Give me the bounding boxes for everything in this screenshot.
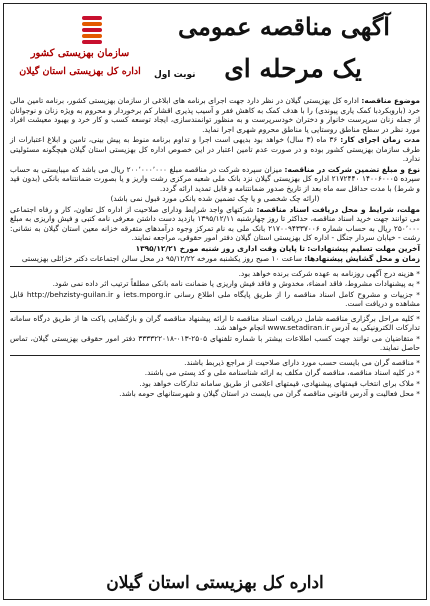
- duration-paragraph: [10, 135, 420, 164]
- duration-label: مدت زمان اجرای کار:: [340, 135, 421, 144]
- opening-label: زمان و محل گشایش پیشنهادها:: [304, 254, 420, 263]
- opening-paragraph: [10, 254, 420, 264]
- notice-title: آگهی مناقصه عمومی: [178, 12, 390, 41]
- guarantee-paragraph: [10, 165, 420, 194]
- bullet-item: * ملاک برای انتخاب قیمتهای پیشنهادی، قیمتهای اعلامی از طریق سامانه تدارکات خواهد بود.: [139, 378, 420, 388]
- logo-text-province: اداره کل بهزیستی استان گیلان: [19, 66, 141, 77]
- guarantee-text: میزان سپرده شرکت در مناقصه مبلغ ۲۰۰٬۰۰۰٬۰۰۰ ریال می باشد که میبایستی به حساب سپرده ۱۴۰۰۶۰۰۰۵ ۲۱۷۲۴۴۰ اداره کل بهزیستی گیلان نزد بانک ملی شعبه مرکزی رشت واریز و یا بصورت ضمانتنامه بانکی (بدون قید و شرط) با مدت حداقل سه ماه بعد از تاریخ صدور ضمانتنامه و قابل تمدید ارائه گردد.: [10, 164, 421, 193]
- logo-text-org: سازمان بهزیستی کشور: [30, 48, 130, 59]
- bullet-item: * مناقصه گران می بایست حسب مورد دارای صلاحیت از مراجع ذیربط باشند.: [184, 357, 420, 367]
- round-label: نوبت اول: [154, 70, 196, 80]
- notice-body: [4, 96, 426, 399]
- docs-text: شرکتهای واجد شرایط ودارای صلاحیت از اداره کل تعاون، کار و رفاه اجتماعی می توانند جهت خرید اسناد مناقصه، حداکثر تا روز چهارشنبه ۱۳۹۵/۱۲/۱۱ بازدید دست داشتن معرفی نامه کتبی و فیش واریزی به مبلغ ۲۵۰٬۰۰۰ ریال به حساب شماره ۲۱۷۰۰۹۴۳۳۷۰۰۶ بانک ملی به نام تمرکز وجوه درآمدهای متفرقه خزانه معین استان گیلان به نشانی: رشت - خیابان سردار جنگل - اداره کل بهزیستی استان گیلان دفتر امور حقوقی، مراجعه نمایند.: [10, 204, 421, 242]
- divider: [10, 355, 420, 356]
- bullet-item: * محل فعالیت و آدرس قانونی مناقصه گران می بایست در استان گیلان و شهرستانهای حومه باشد.: [119, 389, 420, 398]
- guarantee-note: (ارائه چک شخصی و یا چک تضمین شده بانکی مورد قبول نمی باشد): [110, 194, 320, 203]
- guarantee-label: نوع و مبلغ تضمین شرکت در مناقصه:: [284, 164, 421, 174]
- opening-text: ساعت ۱۰ صبح روز یکشنبه مورخه ۹۵/۱۲/۲۲ در محل سالن اجتماعات دکتر خزائلی بهزیستی: [21, 254, 302, 263]
- subject-paragraph: [10, 96, 420, 134]
- divider: [10, 266, 420, 267]
- deadline-paragraph: [10, 244, 420, 254]
- duration-text: ۳۶ ماه (۳ سال) خواهد بود بدیهی است اجرا و تداوم برنامه منوط به پیش بینی، تامین و ابلاغ اعتبارات از طرف سازمان بهزیستی کشور بوده و در صورت عدم تامین اعتبار در این خصوص اداره کل بهزیستی استان گیلان هیچگونه مسئولیتی ندارد.: [10, 135, 420, 163]
- bullet-item: * کلیه مراحل برگزاری مناقصه شامل دریافت اسناد مناقصه تا ارائه پیشنهاد مناقصه گران و بازگشایی پاکت ها از طریق درگاه سامانه تدارکات الکترونیکی به آدرس www.setadiran.ir انجام خواهد شد.: [10, 313, 420, 332]
- docs-label: مهلت، شرایط و محل دریافت اسناد مناقصه:: [256, 204, 420, 214]
- notice-header: [4, 4, 426, 96]
- deadline-text: تا پایان وقت اداری روز شنبه مورخ ۱۳۹۵/۱۲/۲۱: [135, 243, 305, 253]
- tender-notice: [3, 3, 427, 600]
- bullet-item: * در کلیه اسناد مناقصه، مناقصه گران مکلف به ارائه شناسنامه ملی و کد پستی می باشند.: [144, 368, 420, 377]
- bullet-item: * هزینه درج آگهی روزنامه به عهده شرکت برنده خواهد بود.: [238, 268, 420, 278]
- footer-signature: اداره کل بهزیستی استان گیلان: [106, 573, 324, 593]
- bullet-item: * جزییات و مشروح کامل اسناد مناقصه را از طریق پایگاه ملی اطلاع رسانی iets.mporg.ir و http://behzisty-guilan.ir قابل مشاهده و دریافت است.: [10, 289, 420, 308]
- bullet-item: * به پیشنهادات مشروط، فاقد امضاء، مخدوش و فاقد فیش واریزی یا ضمانت نامه بانکی مطلقاً ترتیب اثر داده نمی شود.: [52, 279, 420, 288]
- subject-label: موضوع مناقصه:: [361, 96, 420, 105]
- deadline-label: آخرین مهلت تسلیم پیشنهادات:: [307, 243, 420, 253]
- organization-logo: [10, 10, 150, 92]
- notice-subtitle: یک مرحله ای: [224, 54, 362, 83]
- divider: [10, 311, 420, 312]
- subject-text: اداره کل بهزیستی گیلان در نظر دارد جهت اجرای برنامه های ابلاغی از سازمان بهزیستی کشور، برنامه تامین مالی خرد (باروبکردبا کمک یاری پیوندی) را با هدف کمک به کاهش فقر و آسیب پذیری اقشار کم برخوردار و محروم به ویژه زنان و نوجوانان از جمله زنان سرپرست خانوار و دختران خودسرپرست و به منظور توانمندسازی، ایجاد توسعه کسب و کار خرد و بهبود معیشت افراد مورد نظر در سطح مناطق روستایی یا مناطق محروم شهری اجرا نماید.: [10, 96, 420, 134]
- bullet-item: * متقاضیان می توانند جهت کسب اطلاعات بیشتر با شماره تلفنهای ۲۵۰۵-۰۱۳-۳۳۳۳۲۲۰۱۸ دفتر امور حقوقی بهزیستی گیلان، تماس حاصل نمایند.: [10, 333, 420, 352]
- docs-paragraph: [10, 205, 420, 243]
